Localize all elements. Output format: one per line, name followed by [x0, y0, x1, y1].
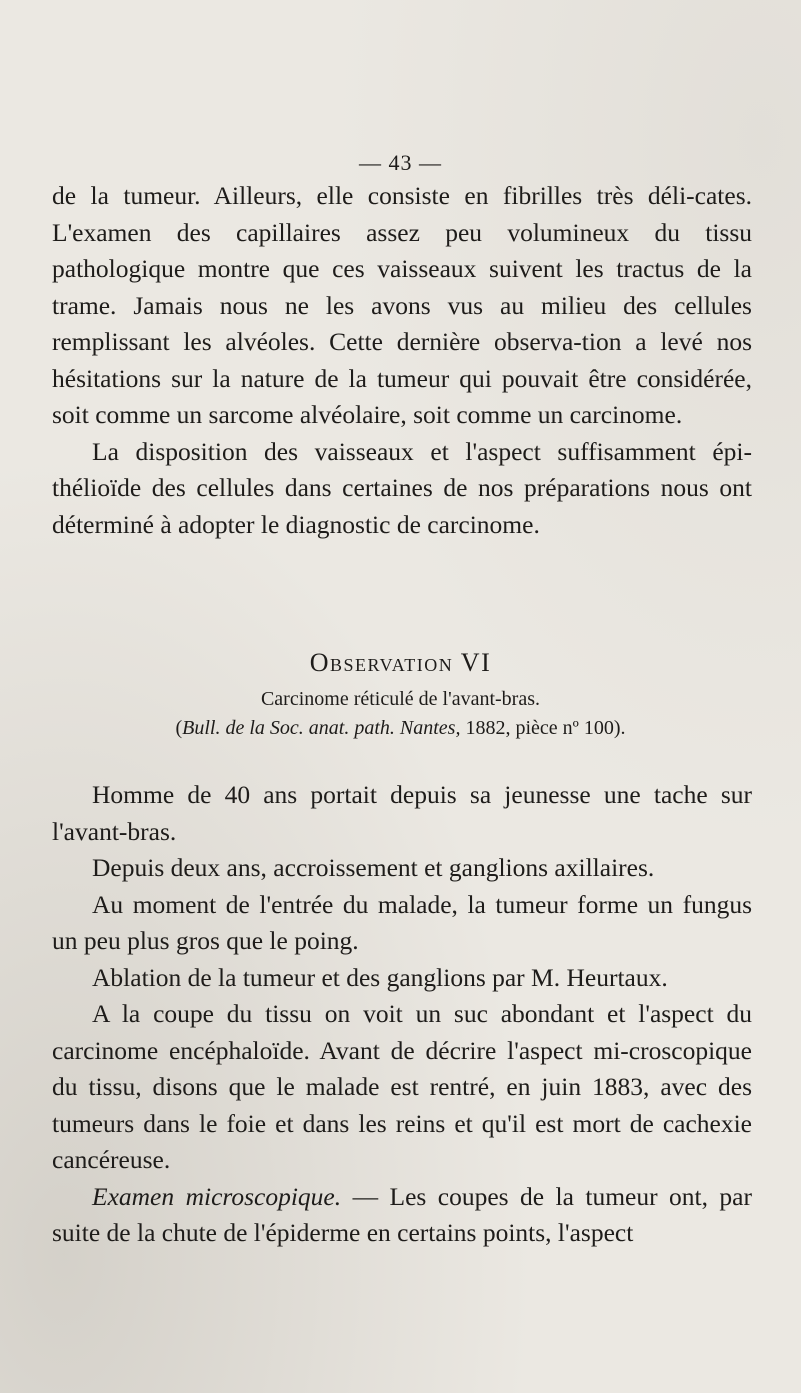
observation-subtitle: Carcinome réticulé de l'avant-bras. [260, 688, 541, 710]
page-number: — 43 — [359, 150, 442, 175]
paragraph: Homme de 40 ans portait depuis sa jeunesse une tache sur l'avant-bras. [52, 780, 752, 846]
paragraph: Au moment de l'entrée du malade, la tumeur forme un fungus un peu plus gros que le poing. [52, 889, 752, 955]
paragraph: de la tumeur. Ailleurs, elle consiste en fibrilles très déli-cates. L'examen des capillaires assez peu volumineux du tissu pathologique montre que ces vaisseaux suivent les tractus de la trame. Jamais nous ne les avons vus au milieu des cellules remplissant les alvéoles. Cette dernière observa-tion a levé nos hésitations sur la nature de la tumeur qui pouvait être considérée, soit comme un sarcome alvéolaire, soit comme un carcinome. [52, 181, 752, 429]
paragraph [52, 1179, 752, 1252]
section-lead: Examen microscopique. [92, 1181, 342, 1211]
ref-detail: 1882, pièce nº 100). [460, 717, 626, 739]
text-block-bottom [52, 777, 752, 1252]
ref-source: Bull. de la Soc. anat. path. Nantes, [182, 717, 461, 739]
observation-reference [0, 717, 801, 740]
paragraph: La disposition des vaisseaux et l'aspect suffisamment épi-thélioïde des cellules dans certaines de nos préparations nous ont déterminé à adopter le diagnostic de carcinome. [52, 436, 752, 539]
paragraph: Ablation de la tumeur et des ganglions par M. Heurtaux. [92, 962, 668, 992]
text-block-top [52, 178, 752, 543]
observation-title: Observation VI [309, 648, 492, 677]
paragraph: A la coupe du tissu on voit un suc abondant et l'aspect du carcinome encéphaloïde. Avant de décrire l'aspect mi-croscopique du tissu, disons que le malade est rentré, en juin 1883, avec des tumeurs dans le foie et dans les reins et qu'il est mort de cachexie cancéreuse. [52, 999, 752, 1174]
section-text: — Les coupes de la tumeur ont, par suite de la chute de l'épiderme en certains points, l'aspect [52, 1181, 752, 1247]
ref-open: ( [175, 717, 183, 739]
paragraph: Depuis deux ans, accroissement et ganglions axillaires. [92, 853, 655, 882]
